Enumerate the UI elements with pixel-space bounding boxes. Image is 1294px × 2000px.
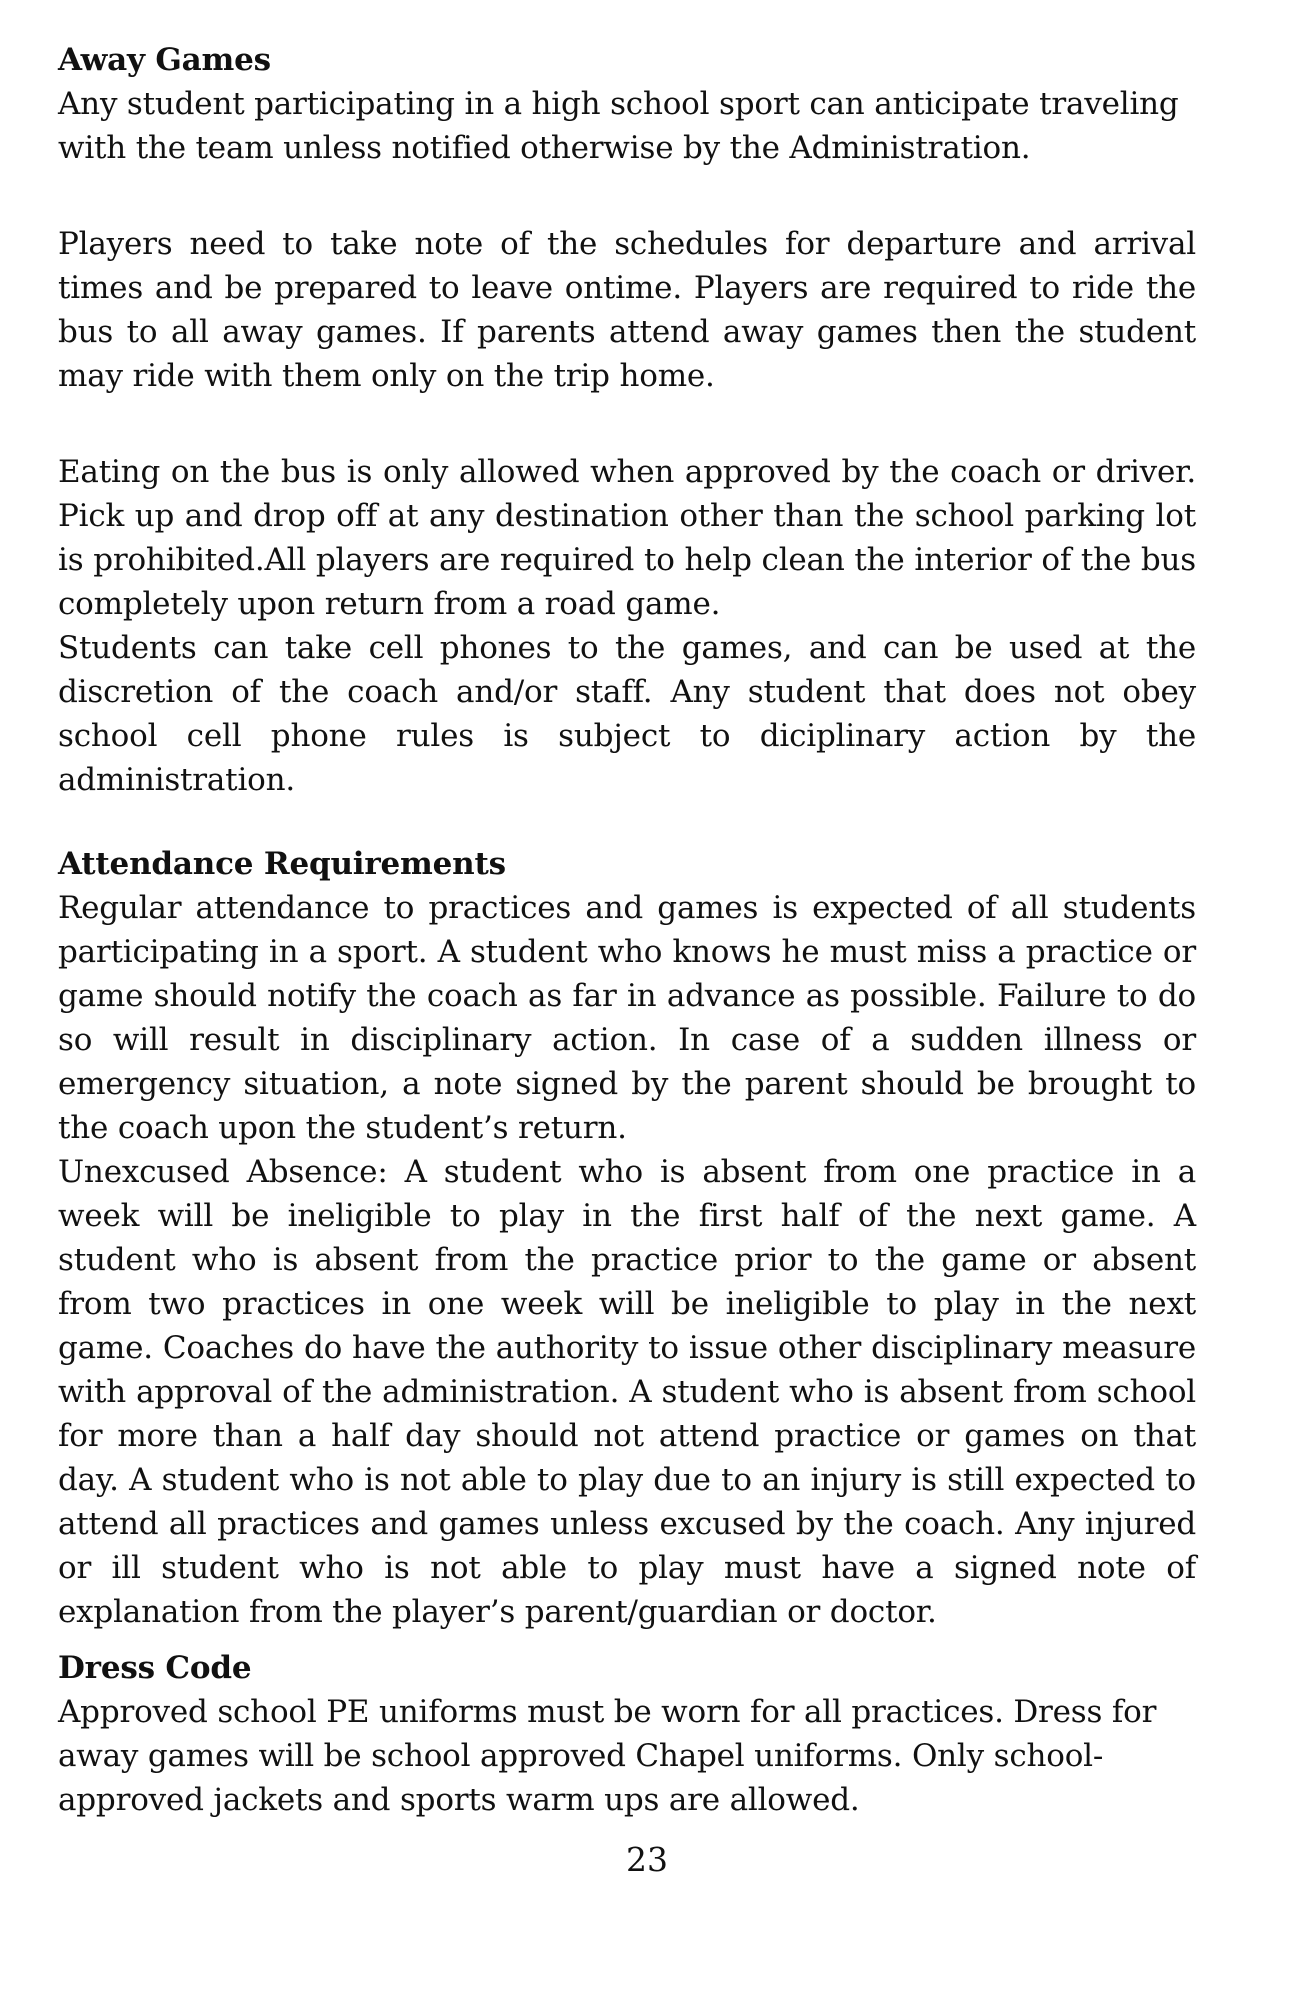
document-page — [58, 38, 1196, 1822]
dress-code-paragraph-1: Approved school PE uniforms must be worn for all practices. Dress for away games will be school approved Chapel uniforms. Only school-approved jackets and sports warm ups are allowed. — [58, 1694, 1157, 1818]
attendance-paragraph-2: Unexcused Absence: A student who is absent from one practice in a week will be ineligible to play in the first half of the next game. A student who is absent from the practice prior to the game or absent from two practices in one week will be ineligible to play in the next game. Coaches do have the authority to issue other disciplinary measure with approval of the administration. A student who is absent from school for more than a half day should not attend practice or games on that day. A student who is not able to play due to an injury is still expected to attend all practices and games unless excused by the coach. Any injured or ill student who is not able to play must have a signed note of explanation from the player’s parent/guardian or doctor. — [58, 1154, 1196, 1630]
spacer — [58, 1634, 1196, 1646]
spacer — [58, 398, 1196, 450]
away-games-paragraph-4: Students can take cell phones to the games, and can be used at the discretion of the coach and/or staff. Any student that does not obey school cell phone rules is subject to diciplinary action by the administration. — [58, 630, 1196, 798]
away-games-paragraph-3: Eating on the bus is only allowed when approved by the coach or driver. Pick up and drop off at any destination other than the school parking lot is prohibited.All players are required to help clean the interior of the bus completely upon return from a road game. — [58, 454, 1196, 622]
away-games-paragraph-1: Any student participating in a high school sport can anticipate traveling with the team unless notified otherwise by the Administration. — [58, 86, 1179, 166]
spacer — [58, 170, 1196, 222]
dress-code-heading: Dress Code — [58, 1650, 252, 1686]
attendance-heading: Attendance Requirements — [58, 846, 506, 882]
away-games-heading: Away Games — [58, 42, 271, 78]
spacer — [58, 802, 1196, 842]
page-number: 23 — [626, 1840, 668, 1879]
away-games-paragraph-2: Players need to take note of the schedules for departure and arrival times and be prepared to leave ontime. Players are required to ride the bus to all away games. If parents attend away games then the student may ride with them only on the trip home. — [58, 226, 1196, 394]
attendance-paragraph-1: Regular attendance to practices and games is expected of all students participating in a sport. A student who knows he must miss a practice or game should notify the coach as far in advance as possible. Failure to do so will result in disciplinary action. In case of a sudden illness or emergency situation, a note signed by the parent should be brought to the coach upon the student’s return. — [58, 890, 1196, 1146]
